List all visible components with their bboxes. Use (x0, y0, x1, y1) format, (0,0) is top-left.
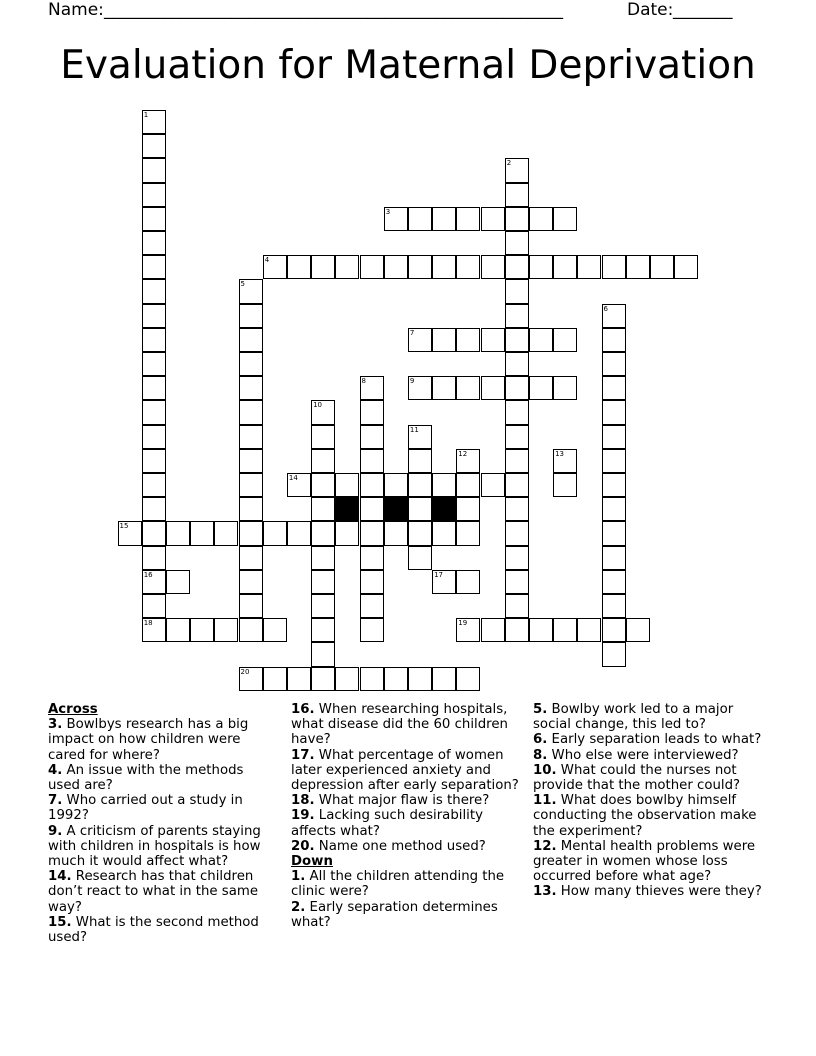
grid-cell[interactable] (360, 594, 384, 618)
grid-cell[interactable] (239, 328, 263, 352)
grid-cell[interactable] (456, 449, 480, 473)
grid-cell[interactable] (214, 618, 238, 642)
grid-cell[interactable] (456, 618, 480, 642)
grid-cell[interactable] (166, 570, 190, 594)
clue-text: Name one method used? (318, 838, 486, 854)
grid-cell[interactable] (142, 497, 166, 521)
grid-cell[interactable] (335, 473, 359, 497)
grid-cell[interactable] (360, 473, 384, 497)
grid-cell[interactable] (239, 425, 263, 449)
clue-number-label: 19 (458, 619, 468, 628)
clue-text: What major flaw is there? (318, 793, 490, 809)
grid-cell[interactable] (432, 376, 456, 400)
grid-cell[interactable] (505, 618, 529, 642)
grid-cell[interactable] (263, 255, 287, 279)
grid-cell[interactable] (626, 255, 650, 279)
clue-across-18 (291, 793, 525, 808)
grid-cell[interactable] (553, 449, 577, 473)
grid-cell[interactable] (456, 255, 480, 279)
grid-cell[interactable] (384, 207, 408, 231)
grid-cell[interactable] (481, 255, 505, 279)
clue-number-label: 2 (506, 159, 512, 168)
grid-cell[interactable] (142, 546, 166, 570)
grid-cell[interactable] (239, 473, 263, 497)
grid-block (335, 497, 359, 521)
grid-cell[interactable] (602, 618, 626, 642)
grid-cell[interactable] (432, 521, 456, 545)
clue-text: What percentage of women later experienced anxiety and depression after early separation? (291, 747, 519, 794)
grid-cell[interactable] (602, 473, 626, 497)
grid-cell[interactable] (602, 425, 626, 449)
grid-cell[interactable] (432, 473, 456, 497)
grid-cell[interactable] (311, 497, 335, 521)
grid-cell[interactable] (239, 352, 263, 376)
grid-cell[interactable] (360, 376, 384, 400)
grid-cell[interactable] (360, 255, 384, 279)
clue-number: 20. (291, 838, 315, 854)
grid-cell[interactable] (142, 352, 166, 376)
clue-number: 9. (48, 823, 63, 839)
grid-cell[interactable] (142, 231, 166, 255)
clues-column-3 (533, 702, 769, 900)
grid-cell[interactable] (190, 521, 214, 545)
grid-cell[interactable] (529, 255, 553, 279)
clue-number: 16. (291, 702, 315, 717)
grid-cell[interactable] (360, 449, 384, 473)
grid-cell[interactable] (432, 207, 456, 231)
grid-cell[interactable] (408, 255, 432, 279)
grid-cell[interactable] (553, 328, 577, 352)
grid-cell[interactable] (287, 473, 311, 497)
grid-cell[interactable] (602, 594, 626, 618)
grid-cell[interactable] (142, 521, 166, 545)
grid-cell[interactable] (239, 376, 263, 400)
clue-number: 10. (533, 762, 557, 778)
clue-text: Who else were interviewed? (551, 747, 739, 763)
across-heading: Across (48, 702, 98, 717)
clue-number-label: 13 (555, 449, 565, 458)
clue-number-label: 11 (409, 425, 419, 434)
clue-number-label: 6 (603, 304, 608, 313)
clue-text: Early separation leads to what? (551, 732, 762, 748)
grid-cell[interactable] (626, 618, 650, 642)
clue-number-label: 9 (409, 377, 415, 386)
clue-text: Bowlby work led to a major social change, this led to? (533, 702, 734, 733)
grid-cell[interactable] (505, 449, 529, 473)
clue-number: 2. (291, 899, 306, 915)
grid-cell[interactable] (360, 667, 384, 691)
clue-text: Research has that children don’t react to what in the same way? (48, 869, 258, 915)
clue-across-3 (48, 717, 276, 763)
grid-cell[interactable] (408, 425, 432, 449)
clue-across-7 (48, 793, 276, 823)
grid-cell[interactable] (456, 570, 480, 594)
grid-cell[interactable] (456, 521, 480, 545)
grid-cell[interactable] (456, 207, 480, 231)
clue-text: Lacking such desirability affects what? (291, 808, 483, 839)
grid-cell[interactable] (239, 594, 263, 618)
clue-number-label: 16 (143, 570, 153, 579)
grid-cell[interactable] (214, 521, 238, 545)
grid-cell[interactable] (263, 667, 287, 691)
grid-cell[interactable] (602, 642, 626, 666)
name-field[interactable]: ______________________________________________________ (104, 0, 563, 20)
clue-across-19 (291, 808, 525, 838)
down-heading: Down (291, 854, 333, 870)
grid-cell[interactable] (432, 328, 456, 352)
grid-cell[interactable] (239, 304, 263, 328)
clue-number-label: 1 (143, 111, 149, 119)
grid-cell[interactable] (529, 376, 553, 400)
grid-cell[interactable] (239, 449, 263, 473)
clue-number: 3. (48, 717, 63, 733)
grid-cell[interactable] (505, 473, 529, 497)
date-label: Date: (627, 0, 674, 20)
grid-cell[interactable] (602, 570, 626, 594)
clue-down-13 (533, 884, 769, 899)
grid-cell[interactable] (311, 473, 335, 497)
grid-cell[interactable] (505, 207, 529, 231)
grid-cell[interactable] (384, 473, 408, 497)
clue-text: Who carried out a study in 1992? (48, 793, 243, 824)
grid-cell[interactable] (239, 570, 263, 594)
grid-cell[interactable] (360, 400, 384, 424)
clue-number: 19. (291, 808, 315, 824)
grid-cell[interactable] (674, 255, 698, 279)
clue-text: What is the second method used? (48, 914, 259, 946)
grid-cell[interactable] (553, 473, 577, 497)
clue-number: 5. (533, 702, 548, 717)
grid-cell[interactable] (408, 497, 432, 521)
grid-cell[interactable] (311, 546, 335, 570)
grid-cell[interactable] (142, 473, 166, 497)
clue-number: 14. (48, 869, 72, 885)
clue-number-label: 10 (313, 401, 323, 410)
grid-cell[interactable] (505, 594, 529, 618)
clue-text: Mental health problems were greater in women whose loss occurred before what age? (533, 838, 756, 885)
clue-down-8 (533, 748, 769, 763)
grid-cell[interactable] (287, 667, 311, 691)
grid-cell[interactable] (408, 376, 432, 400)
grid-cell[interactable] (505, 425, 529, 449)
grid-cell[interactable] (384, 255, 408, 279)
grid-cell[interactable] (142, 449, 166, 473)
grid-cell[interactable] (602, 376, 626, 400)
grid-cell[interactable] (432, 255, 456, 279)
grid-cell[interactable] (577, 618, 601, 642)
clue-down-5 (533, 702, 769, 732)
grid-cell[interactable] (239, 521, 263, 545)
grid-cell[interactable] (481, 618, 505, 642)
grid-cell[interactable] (311, 618, 335, 642)
grid-cell[interactable] (505, 400, 529, 424)
clue-text: Bowlbys research has a big impact on how children were cared for where? (48, 717, 249, 763)
grid-cell[interactable] (650, 255, 674, 279)
clue-down-1 (291, 869, 525, 899)
grid-cell[interactable] (481, 328, 505, 352)
clue-number: 8. (533, 747, 548, 763)
grid-cell[interactable] (602, 328, 626, 352)
clue-number-label: 17 (434, 570, 444, 579)
grid-cell[interactable] (553, 618, 577, 642)
clue-text: A criticism of parents staying with children in hospitals is how much it would affect what? (48, 823, 261, 870)
grid-cell[interactable] (360, 546, 384, 570)
grid-cell[interactable] (118, 521, 142, 545)
grid-cell[interactable] (408, 546, 432, 570)
grid-cell[interactable] (602, 400, 626, 424)
clue-number-label: 20 (240, 667, 250, 676)
grid-cell[interactable] (142, 207, 166, 231)
grid-cell[interactable] (505, 279, 529, 303)
grid-cell[interactable] (602, 352, 626, 376)
grid-cell[interactable] (529, 207, 553, 231)
grid-cell[interactable] (311, 594, 335, 618)
grid-cell[interactable] (263, 618, 287, 642)
clue-text: When researching hospitals, what disease did the 60 children have? (291, 702, 508, 748)
grid-cell[interactable] (505, 521, 529, 545)
grid-cell[interactable] (408, 667, 432, 691)
grid-cell[interactable] (360, 618, 384, 642)
grid-cell[interactable] (553, 255, 577, 279)
grid-cell[interactable] (239, 279, 263, 303)
clue-across-14 (48, 869, 276, 915)
grid-cell[interactable] (577, 255, 601, 279)
grid-cell[interactable] (481, 207, 505, 231)
clue-down-11 (533, 793, 769, 839)
clue-number-label: 18 (143, 619, 153, 628)
grid-cell[interactable] (142, 110, 166, 134)
grid-cell[interactable] (602, 304, 626, 328)
grid-cell[interactable] (602, 546, 626, 570)
grid-cell[interactable] (239, 667, 263, 691)
clue-text: An issue with the methods used are? (48, 762, 244, 794)
grid-cell[interactable] (456, 497, 480, 521)
grid-cell[interactable] (456, 376, 480, 400)
clue-across-16 (291, 702, 525, 748)
clue-number: 1. (291, 869, 306, 885)
clue-across-15 (48, 915, 276, 945)
grid-cell[interactable] (602, 255, 626, 279)
grid-cell[interactable] (481, 376, 505, 400)
grid-cell[interactable] (335, 521, 359, 545)
grid-cell[interactable] (311, 667, 335, 691)
grid-cell[interactable] (190, 618, 214, 642)
grid-cell[interactable] (166, 521, 190, 545)
grid-cell[interactable] (360, 425, 384, 449)
clue-across-4 (48, 763, 276, 793)
clue-down-2 (291, 900, 525, 930)
clue-number-label: 5 (240, 280, 245, 289)
clue-across-20 (291, 839, 525, 854)
clue-across-17 (291, 748, 525, 794)
grid-cell[interactable] (142, 328, 166, 352)
clue-number-label: 12 (458, 449, 468, 458)
grid-cell[interactable] (505, 328, 529, 352)
grid-cell[interactable] (142, 618, 166, 642)
clue-number: 7. (48, 793, 63, 809)
grid-cell[interactable] (287, 521, 311, 545)
grid-cell[interactable] (142, 134, 166, 158)
clue-number: 11. (533, 793, 557, 809)
clues-column-2 (291, 702, 525, 930)
clue-number: 13. (533, 884, 557, 900)
grid-cell[interactable] (408, 473, 432, 497)
grid-cell[interactable] (505, 546, 529, 570)
grid-cell[interactable] (263, 521, 287, 545)
grid-cell[interactable] (142, 594, 166, 618)
grid-cell[interactable] (360, 570, 384, 594)
grid-cell[interactable] (505, 183, 529, 207)
clue-number: 6. (533, 732, 548, 748)
grid-cell[interactable] (456, 473, 480, 497)
grid-cell[interactable] (142, 183, 166, 207)
clue-number-label: 14 (288, 474, 298, 482)
grid-cell[interactable] (602, 521, 626, 545)
grid-cell[interactable] (166, 618, 190, 642)
grid-block (432, 497, 456, 521)
grid-cell[interactable] (505, 304, 529, 328)
grid-cell[interactable] (408, 328, 432, 352)
grid-cell[interactable] (239, 497, 263, 521)
grid-cell[interactable] (602, 497, 626, 521)
clues-column-1 (48, 702, 276, 945)
clue-down-6 (533, 732, 769, 747)
clue-text: What could the nurses not provide that the mother could? (533, 762, 741, 794)
grid-cell[interactable] (239, 618, 263, 642)
clue-text: Early separation determines what? (291, 899, 498, 930)
clue-number: 17. (291, 747, 315, 763)
grid-cell[interactable] (142, 570, 166, 594)
grid-cell[interactable] (456, 667, 480, 691)
clue-text: All the children attending the clinic were? (291, 869, 505, 900)
grid-cell[interactable] (142, 376, 166, 400)
grid-cell[interactable] (505, 376, 529, 400)
clue-number-label: 4 (264, 256, 270, 265)
grid-cell[interactable] (360, 497, 384, 521)
grid-cell[interactable] (287, 255, 311, 279)
grid-cell[interactable] (408, 207, 432, 231)
clue-down-12 (533, 839, 769, 885)
grid-cell[interactable] (239, 400, 263, 424)
clue-number: 18. (291, 793, 315, 809)
date-field[interactable]: _______ (673, 0, 733, 20)
grid-cell[interactable] (505, 352, 529, 376)
grid-cell[interactable] (505, 255, 529, 279)
clue-text: How many thieves were they? (560, 884, 762, 900)
grid-cell[interactable] (384, 667, 408, 691)
grid-cell[interactable] (335, 667, 359, 691)
clue-number-label: 8 (361, 377, 366, 386)
grid-cell[interactable] (142, 158, 166, 182)
clue-number-label: 15 (119, 522, 129, 531)
clue-number: 15. (48, 914, 72, 930)
grid-cell[interactable] (505, 231, 529, 255)
grid-cell[interactable] (142, 425, 166, 449)
grid-cell[interactable] (311, 425, 335, 449)
grid-cell[interactable] (481, 473, 505, 497)
grid-cell[interactable] (505, 497, 529, 521)
grid-cell[interactable] (360, 521, 384, 545)
grid-cell[interactable] (142, 279, 166, 303)
grid-cell[interactable] (239, 546, 263, 570)
grid-cell[interactable] (529, 618, 553, 642)
clue-number: 12. (533, 838, 557, 854)
grid-cell[interactable] (384, 521, 408, 545)
grid-cell[interactable] (311, 400, 335, 424)
grid-cell[interactable] (142, 304, 166, 328)
grid-cell[interactable] (408, 521, 432, 545)
clue-number: 4. (48, 762, 63, 778)
grid-cell[interactable] (432, 667, 456, 691)
grid-cell[interactable] (335, 255, 359, 279)
grid-cell[interactable] (142, 400, 166, 424)
grid-cell[interactable] (602, 449, 626, 473)
grid-cell[interactable] (553, 207, 577, 231)
grid-cell[interactable] (311, 255, 335, 279)
grid-cell[interactable] (553, 376, 577, 400)
grid-cell[interactable] (311, 449, 335, 473)
page-title: Evaluation for Maternal Deprivation (60, 43, 756, 88)
clue-number-label: 3 (385, 207, 391, 216)
clue-down-10 (533, 763, 769, 793)
grid-cell[interactable] (408, 449, 432, 473)
grid-block (384, 497, 408, 521)
grid-cell[interactable] (529, 328, 553, 352)
clue-text: What does bowlby himself conducting the observation make the experiment? (533, 793, 757, 839)
grid-cell[interactable] (432, 570, 456, 594)
name-label: Name: (48, 0, 104, 20)
grid-cell[interactable] (505, 158, 529, 182)
grid-cell[interactable] (311, 642, 335, 666)
grid-cell[interactable] (142, 255, 166, 279)
grid-cell[interactable] (311, 521, 335, 545)
clue-across-9 (48, 824, 276, 870)
grid-cell[interactable] (456, 328, 480, 352)
grid-cell[interactable] (505, 570, 529, 594)
clue-number-label: 7 (409, 328, 415, 337)
grid-cell[interactable] (311, 570, 335, 594)
